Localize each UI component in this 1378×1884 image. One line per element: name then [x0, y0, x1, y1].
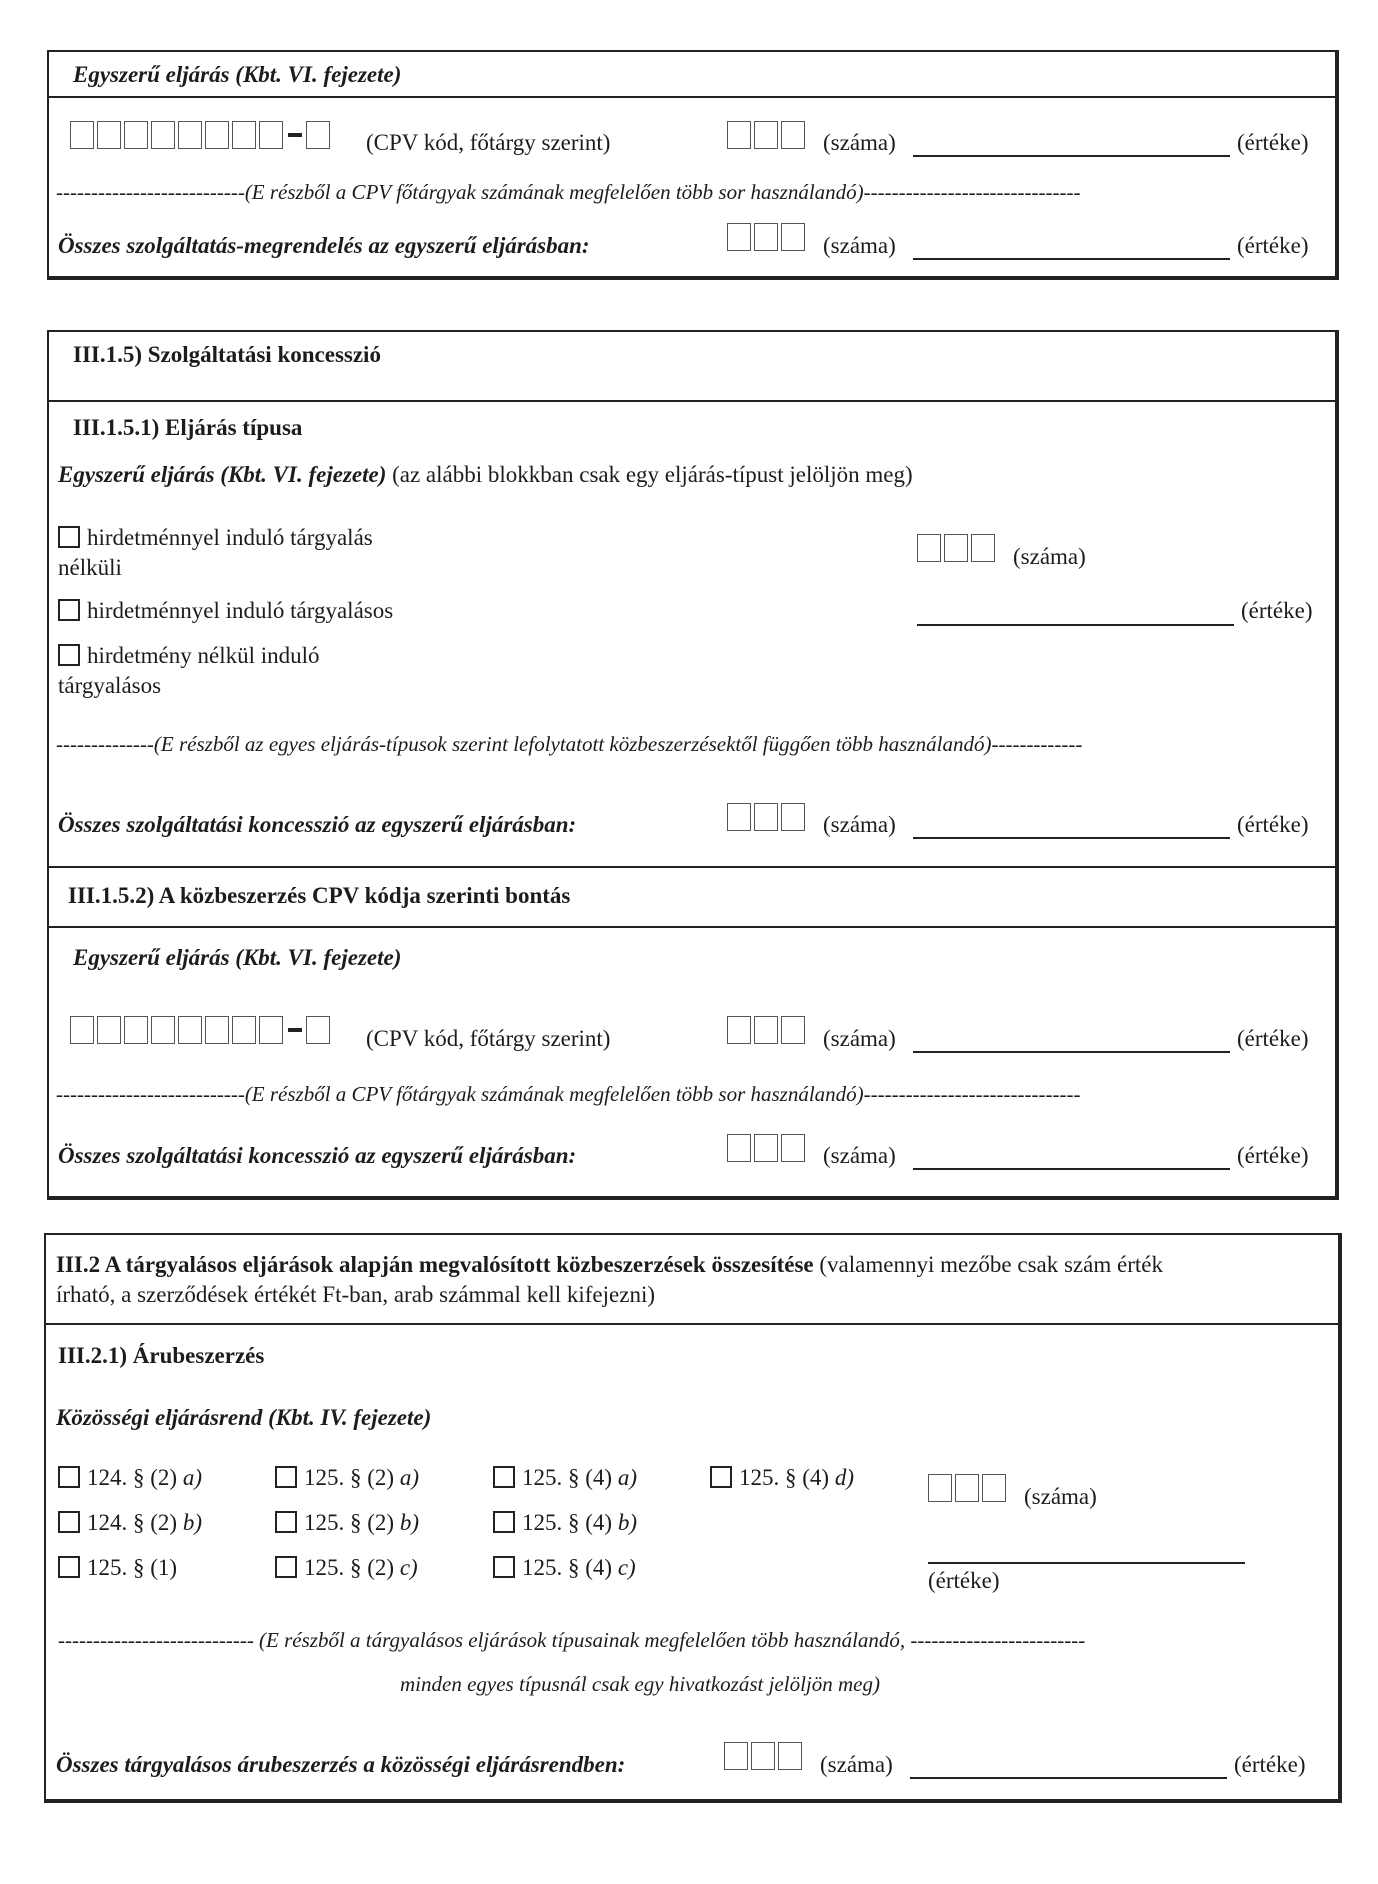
value-input[interactable] [913, 1051, 1230, 1053]
total-count-label: (száma) [823, 812, 896, 837]
count-input[interactable] [727, 1015, 808, 1044]
checkbox-125-4-b[interactable]: 125. § (4) b) [493, 1510, 637, 1536]
checkbox[interactable] [58, 1466, 80, 1488]
divider [47, 866, 1337, 868]
value-label: (értéke) [928, 1568, 1000, 1593]
procedure-title: Egyszerű eljárás (Kbt. VI. fejezete) [58, 462, 387, 487]
procedure-regime-title: Közösségi eljárásrend (Kbt. IV. fejezete) [56, 1405, 432, 1430]
count-label: (száma) [823, 1026, 896, 1051]
total-count-label: (száma) [820, 1752, 893, 1777]
total-value-input[interactable] [913, 258, 1230, 260]
checkbox[interactable] [275, 1511, 297, 1533]
subsection-title: III.1.5.1) Eljárás típusa [73, 415, 303, 440]
option-negotiated-no-notice[interactable]: hirdetmény nélkül induló tárgyalásos [58, 643, 320, 698]
subsection-title: III.2.1) Árubeszerzés [58, 1343, 265, 1368]
repeat-note: ---------------------------- (E részből a tárgyalásos eljárások típusainak megfelelően több használandó, ------------------------- [58, 1628, 1086, 1652]
cpv-code-input[interactable] [70, 120, 286, 149]
value-label: (értéke) [1237, 130, 1309, 155]
count-input[interactable] [928, 1473, 1009, 1502]
value-label: (értéke) [1237, 1026, 1309, 1051]
count-label: (száma) [1024, 1484, 1097, 1509]
subsection-title: III.1.5.2) A közbeszerzés CPV kódja szerinti bontás [68, 883, 571, 908]
total-value-label: (értéke) [1234, 1752, 1306, 1777]
checkbox[interactable] [275, 1556, 297, 1578]
procedure-note: (az alábbi blokkban csak egy eljárás-típust jelöljön meg) [392, 462, 913, 487]
repeat-note: --------------(E részből az egyes eljárás-típusok szerint lefolytatott közbeszerzésektől függően több használandó)------------- [56, 732, 1083, 756]
count-label: (száma) [1013, 544, 1086, 569]
count-input[interactable] [727, 120, 808, 149]
cpv-label: (CPV kód, főtárgy szerint) [366, 1026, 611, 1051]
total-value-label: (értéke) [1237, 233, 1309, 258]
checkbox-125-4-c[interactable]: 125. § (4) c) [493, 1555, 636, 1581]
checkbox-125-2-b[interactable]: 125. § (2) b) [275, 1510, 419, 1536]
repeat-note: ---------------------------(E részből a CPV főtárgyak számának megfelelően több sor használandó)------------------------------- [56, 180, 1081, 204]
count-input[interactable] [917, 533, 998, 562]
total-count-label: (száma) [823, 233, 896, 258]
total-label: Összes szolgáltatási koncesszió az egyszerű eljárásban: [58, 1143, 577, 1168]
total-count-label: (száma) [823, 1143, 896, 1168]
checkbox[interactable] [58, 644, 80, 666]
total-count-input[interactable] [727, 222, 808, 251]
cpv-label: (CPV kód, főtárgy szerint) [366, 130, 611, 155]
checkbox-125-2-a[interactable]: 125. § (2) a) [275, 1465, 419, 1491]
divider [47, 400, 1337, 402]
repeat-note: ---------------------------(E részből a CPV főtárgyak számának megfelelően több sor használandó)------------------------------- [56, 1082, 1081, 1106]
service-concession-block [47, 330, 1339, 1200]
checkbox[interactable] [58, 526, 80, 548]
checkbox[interactable] [493, 1466, 515, 1488]
checkbox-124-2-b[interactable]: 124. § (2) b) [58, 1510, 202, 1536]
cpv-check-digit-input[interactable] [306, 1016, 330, 1044]
checkbox[interactable] [493, 1511, 515, 1533]
total-label: Összes szolgáltatás-megrendelés az egyszerű eljárásban: [58, 233, 590, 258]
count-label: (száma) [823, 130, 896, 155]
cpv-check-digit-input[interactable] [306, 121, 330, 149]
section-title: Egyszerű eljárás (Kbt. VI. fejezete) [73, 62, 402, 87]
divider [44, 1323, 1340, 1325]
checkbox-125-4-d[interactable]: 125. § (4) d) [710, 1465, 854, 1491]
total-count-input[interactable] [727, 1133, 808, 1162]
option-negotiated-without-notice[interactable]: hirdetménnyel induló tárgyalás nélküli [58, 525, 373, 580]
checkbox[interactable] [493, 1556, 515, 1578]
repeat-note-line2: minden egyes típusnál csak egy hivatkozást jelöljön meg) [400, 1672, 880, 1696]
procedure-title: Egyszerű eljárás (Kbt. VI. fejezete) [73, 945, 402, 970]
total-value-input[interactable] [913, 1168, 1230, 1170]
divider [47, 926, 1337, 928]
total-value-input[interactable] [910, 1777, 1227, 1779]
cpv-code-row [70, 120, 333, 149]
checkbox[interactable] [58, 1511, 80, 1533]
total-value-label: (értéke) [1237, 812, 1309, 837]
procedure-heading [58, 462, 913, 488]
total-count-input[interactable] [727, 802, 808, 831]
section-title: III.2 A tárgyalásos eljárások alapján megvalósított közbeszerzések összesítése (valamennyi mezőbe csak szám érték írható, a szerződések értékét Ft-ban, arab számmal kell kifejezni) [56, 1252, 1163, 1307]
total-value-label: (értéke) [1237, 1143, 1309, 1168]
checkbox[interactable] [58, 1556, 80, 1578]
cpv-code-input[interactable] [70, 1015, 286, 1044]
cpv-code-row [70, 1015, 333, 1044]
negotiated-procedures-block [44, 1233, 1342, 1803]
value-input[interactable] [913, 155, 1230, 157]
checkbox[interactable] [710, 1466, 732, 1488]
checkbox[interactable] [275, 1466, 297, 1488]
checkbox-125-4-a[interactable]: 125. § (4) a) [493, 1465, 637, 1491]
checkbox-125-1[interactable]: 125. § (1) [58, 1555, 177, 1581]
total-label: Összes tárgyalásos árubeszerzés a közösségi eljárásrendben: [56, 1752, 626, 1777]
total-count-input[interactable] [724, 1741, 805, 1770]
value-input[interactable] [928, 1562, 1245, 1564]
value-input[interactable] [917, 624, 1234, 626]
section-title: III.1.5) Szolgáltatási koncesszió [73, 342, 381, 367]
total-value-input[interactable] [913, 837, 1230, 839]
value-label: (értéke) [1241, 598, 1313, 623]
checkbox-124-2-a[interactable]: 124. § (2) a) [58, 1465, 202, 1491]
checkbox[interactable] [58, 599, 80, 621]
option-negotiated-with-notice[interactable]: hirdetménnyel induló tárgyalásos [58, 598, 393, 624]
checkbox-125-2-c[interactable]: 125. § (2) c) [275, 1555, 418, 1581]
total-label: Összes szolgáltatási koncesszió az egyszerű eljárásban: [58, 812, 577, 837]
divider [47, 96, 1337, 98]
